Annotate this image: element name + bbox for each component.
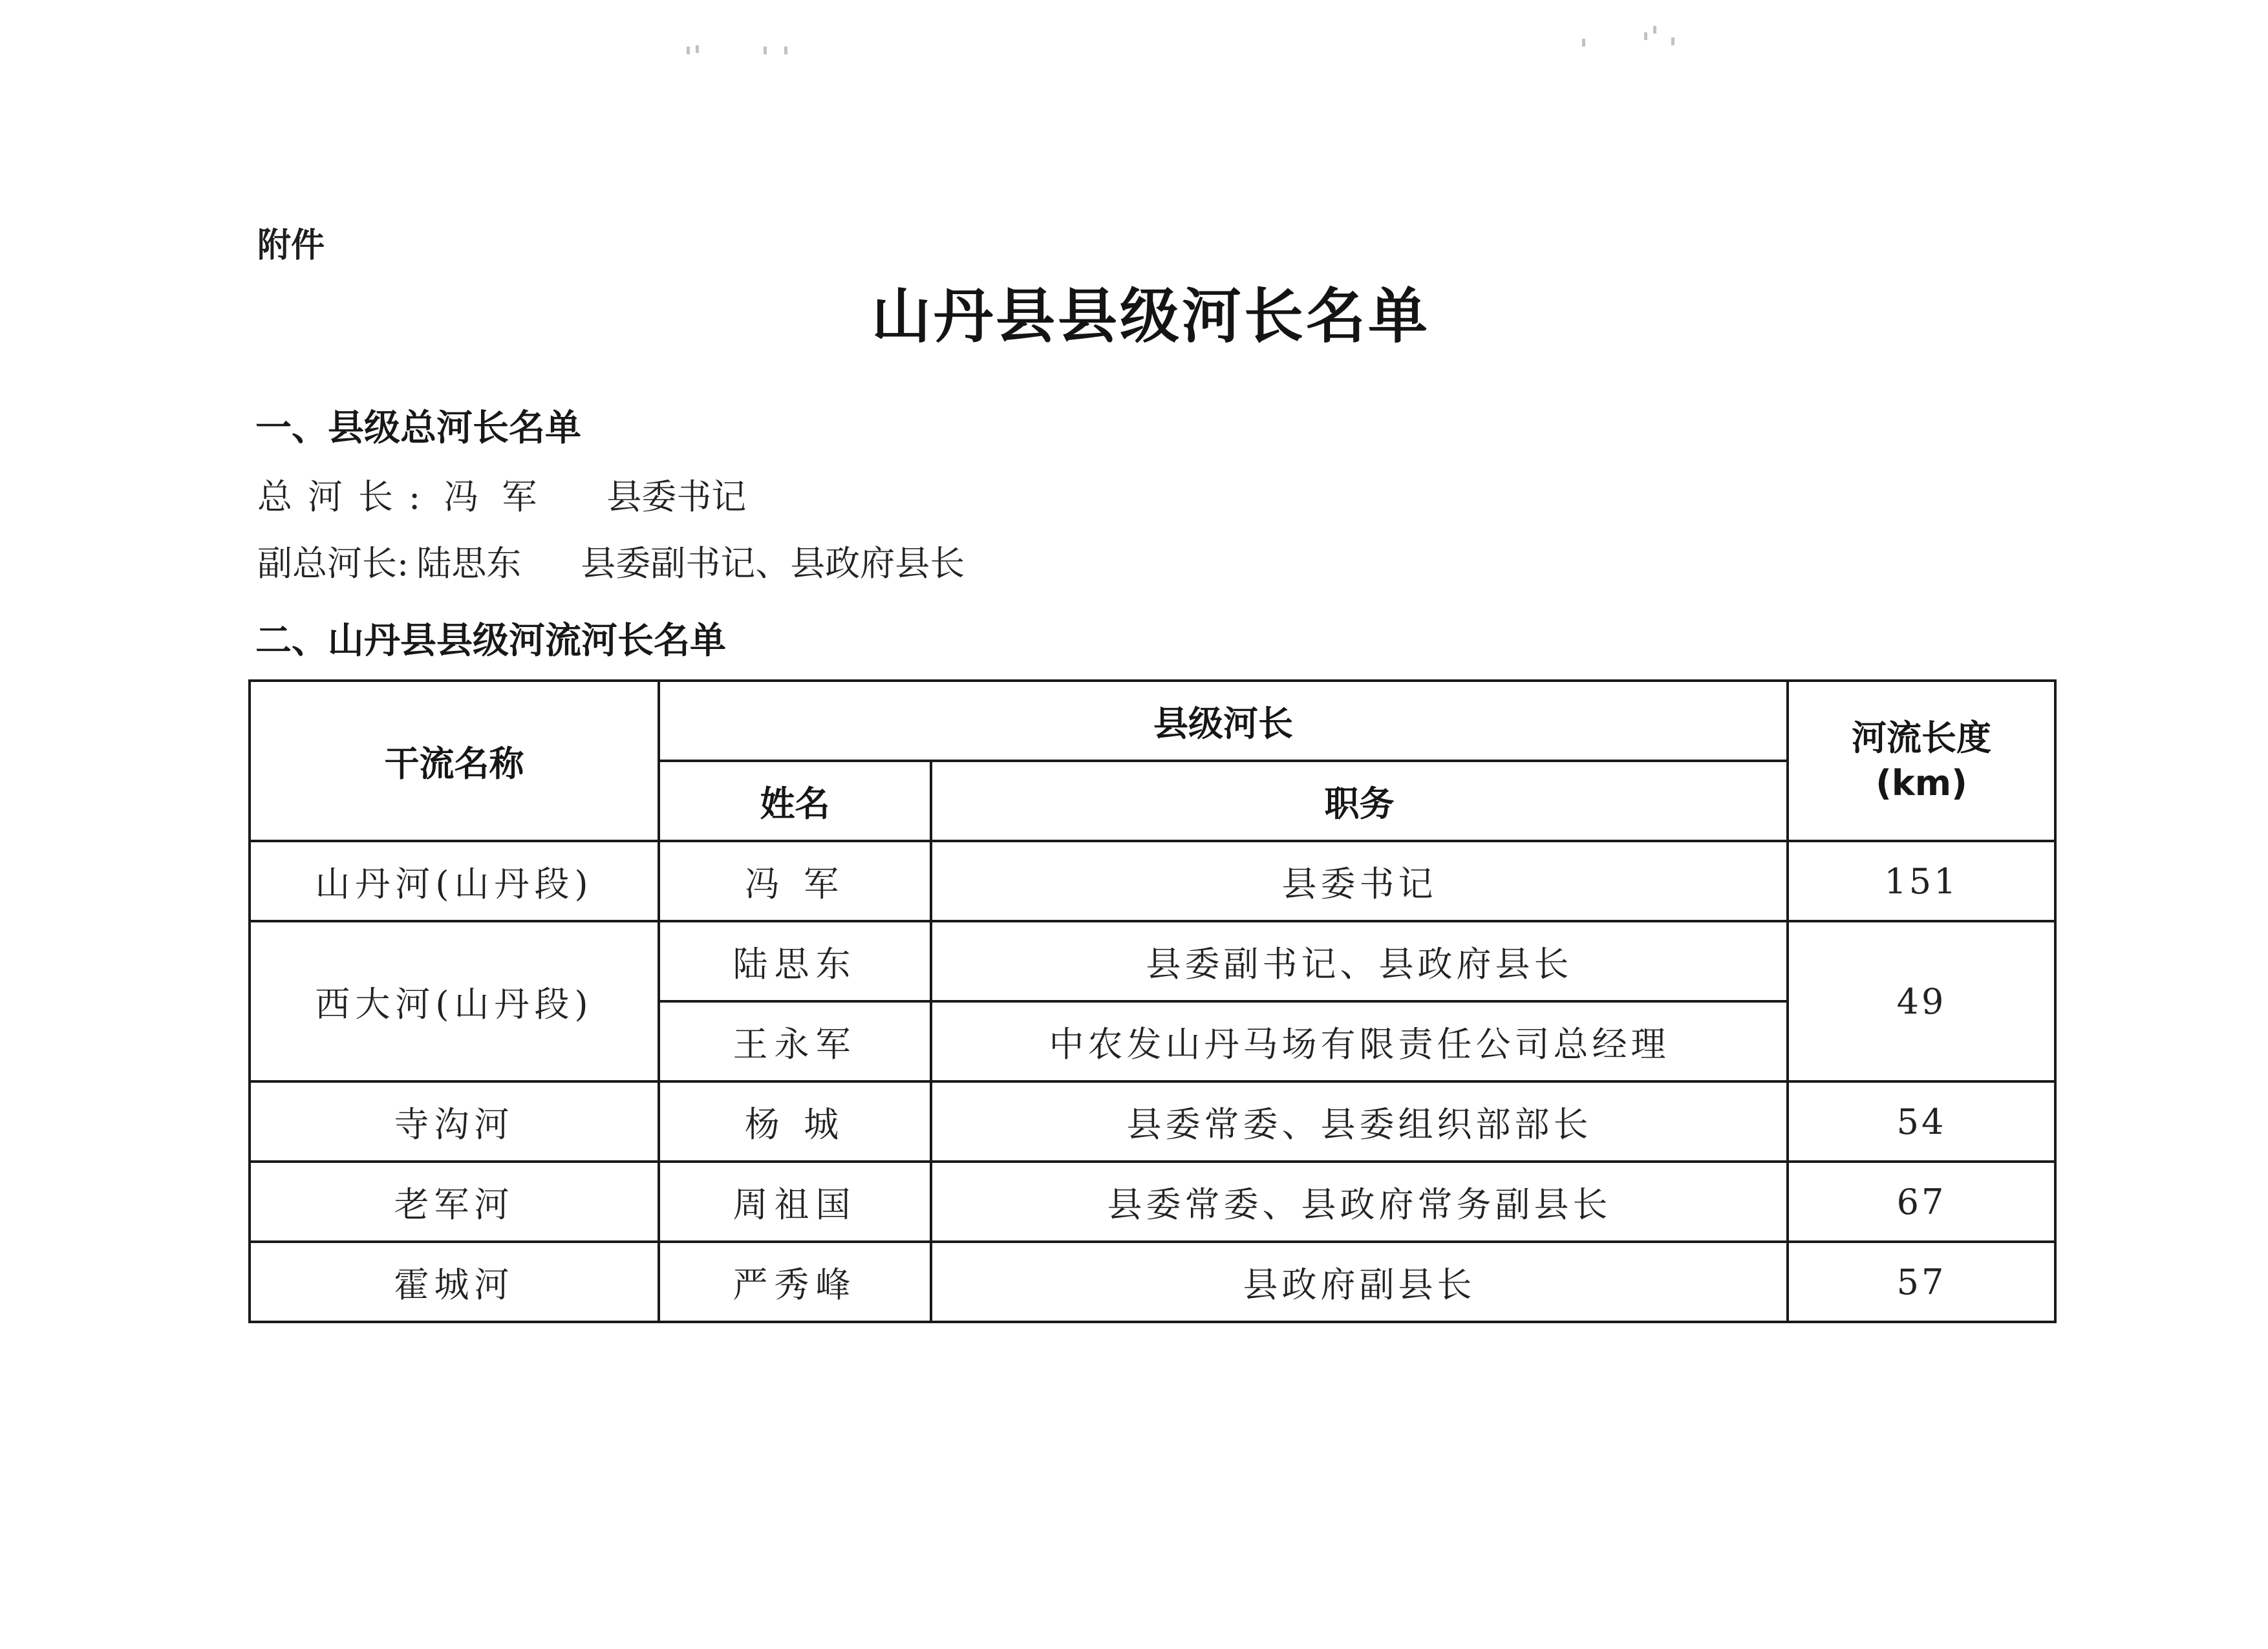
cell-position: 县政府副县长 [931, 1242, 1788, 1322]
cell-river: 山丹河(山丹段) [250, 841, 659, 921]
cell-length: 67 [1788, 1162, 2055, 1242]
chief-name: 冯军 [444, 476, 561, 517]
header-river-name: 干流名称 [250, 681, 659, 841]
cell-name: 冯 军 [659, 841, 931, 921]
scan-speck [696, 45, 699, 53]
document-title: 山丹县县级河长名单 [871, 282, 1430, 351]
header-person-name: 姓名 [659, 761, 931, 841]
scan-speck [764, 47, 767, 54]
deputy-position: 县委副书记、县政府县长 [581, 543, 965, 584]
scan-speck [784, 47, 787, 54]
deputy-river-chief-line [257, 540, 965, 587]
cell-name: 王永军 [659, 1001, 931, 1081]
scan-speck [1644, 32, 1647, 40]
scan-speck [1582, 39, 1585, 47]
section-heading-river-chief-list: 二、山丹县县级河流河长名单 [255, 620, 726, 662]
attachment-label: 附件 [257, 226, 325, 265]
deputy-name: 陆思东 [416, 543, 522, 584]
cell-river: 西大河(山丹段) [250, 921, 659, 1081]
cell-length: 54 [1788, 1081, 2055, 1162]
cell-name: 周祖国 [659, 1162, 931, 1242]
header-river-length [1788, 681, 2055, 841]
header-length-label: 河流长度 [1852, 718, 1991, 758]
table-row [250, 1162, 2055, 1242]
river-chief-table [248, 679, 2057, 1323]
section-heading-chief-river-chiefs: 一、县级总河长名单 [255, 407, 581, 449]
cell-name: 陆思东 [659, 921, 931, 1001]
cell-position: 县委常委、县委组织部部长 [931, 1081, 1788, 1162]
table-header-row [250, 681, 2055, 761]
scan-speck [1671, 37, 1674, 45]
header-county-river-chief: 县级河长 [659, 681, 1788, 761]
header-length-unit: (km) [1876, 763, 1967, 803]
table-row [250, 921, 2055, 1001]
cell-river: 老军河 [250, 1162, 659, 1242]
table-row [250, 1081, 2055, 1162]
cell-position: 中农发山丹马场有限责任公司总经理 [931, 1001, 1788, 1081]
cell-length: 49 [1788, 921, 2055, 1081]
scan-speck [687, 47, 690, 54]
cell-position: 县委副书记、县政府县长 [931, 921, 1788, 1001]
chief-label: 总河长: [257, 476, 436, 517]
table-row [250, 1242, 2055, 1322]
cell-river: 寺沟河 [250, 1081, 659, 1162]
cell-position: 县委书记 [931, 841, 1788, 921]
cell-name: 严秀峰 [659, 1242, 931, 1322]
header-position: 职务 [931, 761, 1788, 841]
deputy-label: 副总河长: [257, 543, 409, 584]
cell-length: 151 [1788, 841, 2055, 921]
cell-river: 霍城河 [250, 1242, 659, 1322]
cell-name: 杨 城 [659, 1081, 931, 1162]
table-row [250, 841, 2055, 921]
cell-length: 57 [1788, 1242, 2055, 1322]
chief-river-chief-line [257, 474, 746, 520]
cell-position: 县委常委、县政府常务副县长 [931, 1162, 1788, 1242]
scan-speck [1653, 26, 1656, 34]
chief-position: 县委书记 [606, 476, 747, 517]
